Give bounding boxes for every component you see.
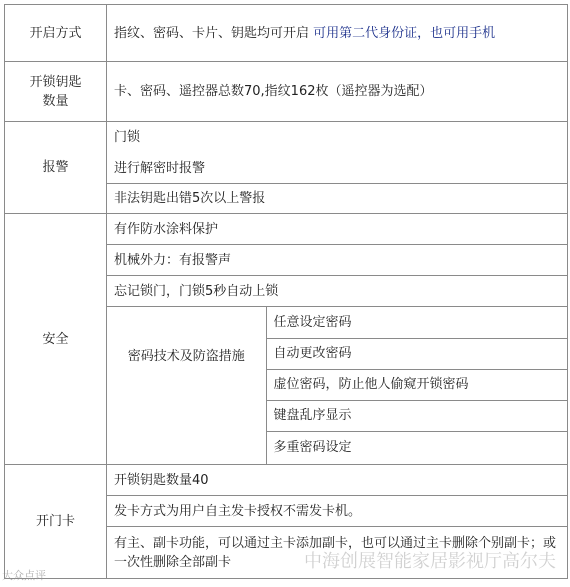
password-tech-table [107, 307, 568, 464]
security-item: 有作防水涂料保护 [107, 214, 568, 245]
row-label-card: 开门卡 [5, 465, 107, 579]
watermark-left: 大众点评 [2, 569, 46, 582]
table-row [5, 214, 568, 245]
table-row [5, 465, 568, 496]
password-tech-item: 虚位密码，防止他人偷窥开锁密码 [266, 369, 568, 400]
key-count-value: 卡、密码、遥控器总数70,指纹162枚（遥控器为选配） [107, 62, 568, 122]
row-label-security: 安全 [5, 214, 107, 465]
security-item: 机械外力：有报警声 [107, 245, 568, 276]
row-label-key-count: 开锁钥匙数量 [5, 62, 107, 122]
open-method-highlight-text: 可用第二代身份证，也可用手机 [313, 25, 496, 41]
watermark-right: 中海创展智能家居影视厅高尔夫 [304, 551, 556, 572]
table-row [107, 307, 568, 338]
card-item: 开锁钥匙数量40 [107, 465, 568, 496]
table-row [5, 122, 568, 154]
password-tech-item: 自动更改密码 [266, 338, 568, 369]
password-tech-item: 任意设定密码 [266, 307, 568, 338]
lock-spec-table [4, 4, 568, 579]
open-method-value [107, 5, 568, 62]
open-method-main-text: 指纹、密码、卡片、钥匙均可开启 [114, 25, 310, 41]
card-item: 发卡方式为用户自主发卡授权不需发卡机。 [107, 496, 568, 527]
table-row [5, 62, 568, 122]
alarm-item: 非法钥匙出错5次以上警报 [107, 184, 568, 214]
table-row [5, 5, 568, 62]
alarm-item: 进行解密时报警 [107, 154, 568, 184]
alarm-item: 门锁 [107, 122, 568, 154]
row-label-open-method: 开启方式 [5, 5, 107, 62]
password-tech-label: 密码技术及防盗措施 [107, 307, 266, 464]
password-tech-item: 多重密码设定 [266, 431, 568, 464]
card-item: 有主、副卡功能，可以通过主卡添加副卡，也可以通过主卡删除个别副卡；或一次性删除全部副卡 [107, 527, 568, 579]
password-tech-item: 键盘乱序显示 [266, 400, 568, 431]
password-tech-cell [107, 307, 568, 465]
security-item: 忘记锁门，门锁5秒自动上锁 [107, 276, 568, 307]
row-label-alarm: 报警 [5, 122, 107, 214]
